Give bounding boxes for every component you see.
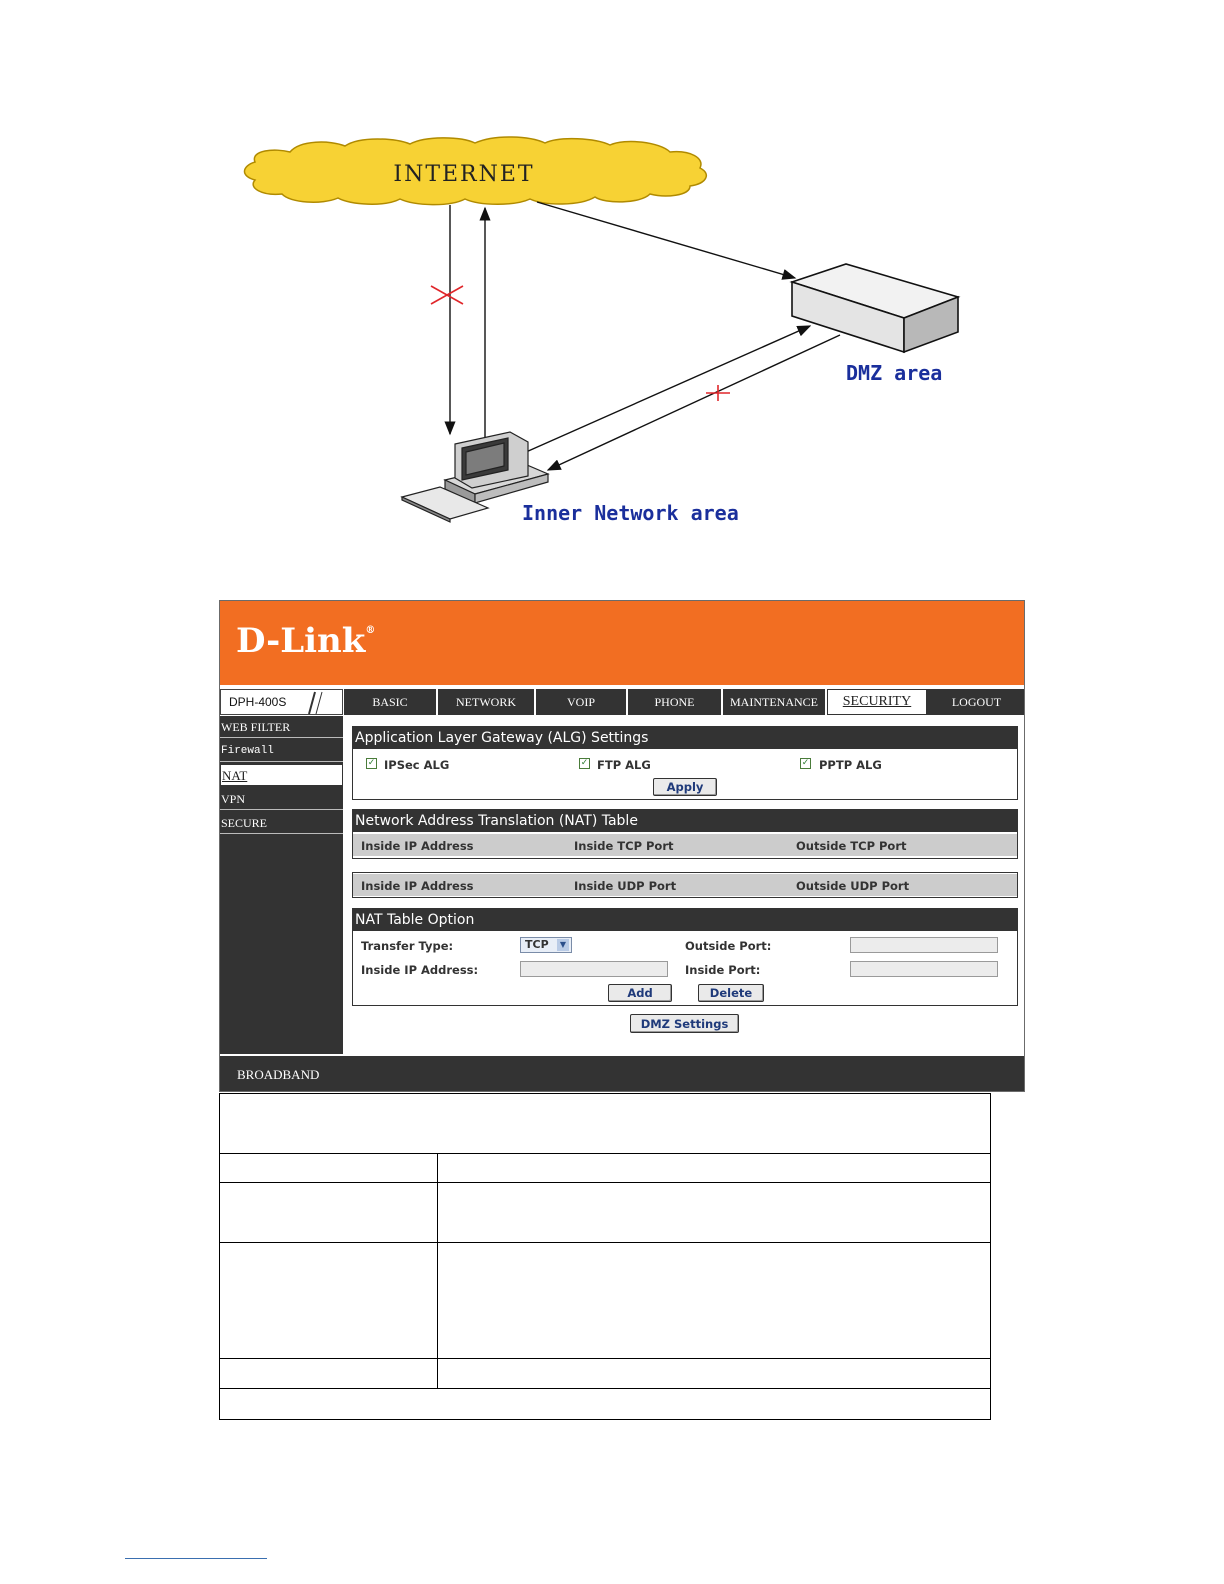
outside-port-input[interactable] [850,937,998,953]
tab-network[interactable]: NETWORK [438,689,536,715]
tab-phone[interactable]: PHONE [628,689,723,715]
tcp-outside-port-header: Outside TCP Port [796,839,907,853]
dmz-area-label: DMZ area [846,361,943,385]
table-rule [220,1182,990,1183]
inside-port-input[interactable] [850,961,998,977]
pptp-alg-label: PPTP ALG [819,758,882,772]
table-rule [220,1358,990,1359]
chevron-down-icon: ▼ [557,939,569,951]
table-rule [220,1242,990,1243]
sidebar-item-secure[interactable]: SECURE [220,812,343,834]
internet-cloud [244,137,706,205]
udp-inside-port-header: Inside UDP Port [574,879,677,893]
model-label: DPH-400S [229,695,287,709]
footer-label: BROADBAND [237,1067,320,1082]
apply-button[interactable]: Apply [653,778,717,796]
model-badge [220,689,343,715]
nat-table-title: Network Address Translation (NAT) Table [353,810,1017,832]
tab-maintenance[interactable]: MAINTENANCE [723,689,827,715]
inner-network-label: Inner Network area [522,501,739,525]
transfer-type-label: Transfer Type: [361,939,454,953]
top-navigation [344,689,1025,715]
tcp-inside-port-header: Inside TCP Port [574,839,674,853]
outside-port-label: Outside Port: [685,939,772,953]
diagram-connections [450,202,840,470]
header-banner [220,601,1025,687]
udp-table-panel [352,872,1018,898]
sidebar-item-web-filter[interactable]: WEB FILTER [220,716,343,738]
udp-outside-port-header: Outside UDP Port [796,879,910,893]
sidebar [220,716,343,1054]
ipsec-alg-label: IPSec ALG [384,758,450,772]
blocked-marks [431,286,730,401]
footnote-rule [125,1558,267,1559]
delete-button[interactable]: Delete [698,984,764,1002]
transfer-type-select[interactable] [520,937,572,953]
nat-table-panel [352,809,1018,859]
add-button[interactable]: Add [608,984,672,1002]
table-column-divider [437,1153,438,1388]
sidebar-item-nat[interactable]: NAT [220,764,343,786]
inside-ip-label: Inside IP Address: [361,963,479,977]
sidebar-item-firewall[interactable]: Firewall [220,740,343,762]
main-content [344,716,1025,1054]
tab-security[interactable]: SECURITY [827,689,927,715]
dmz-settings-button[interactable]: DMZ Settings [630,1014,739,1033]
udp-inside-ip-header: Inside IP Address [361,879,474,893]
alg-panel-title: Application Layer Gateway (ALG) Settings [353,727,1017,749]
router-config-screenshot [219,600,1025,1092]
tcp-header-row [353,834,1017,856]
slash-decoration-icon [299,690,323,716]
tab-logout[interactable]: LOGOUT [927,689,1025,715]
brand-logo: D-Link® [236,621,376,661]
empty-table [219,1093,991,1420]
ftp-alg-checkbox[interactable]: ✓ [580,758,589,768]
ipsec-alg-checkbox[interactable]: ✓ [367,758,376,768]
pptp-alg-checkbox[interactable]: ✓ [801,758,810,768]
inside-port-label: Inside Port: [685,963,761,977]
nat-option-title: NAT Table Option [353,909,1017,931]
dmz-server-icon [792,264,958,352]
sidebar-item-vpn[interactable]: VPN [220,788,343,810]
footer-bar [220,1056,1025,1092]
tab-voip[interactable]: VOIP [536,689,628,715]
tab-basic[interactable]: BASIC [344,689,438,715]
inside-ip-input[interactable] [520,961,668,977]
table-rule [220,1153,990,1154]
nat-option-panel [352,908,1018,1006]
internet-label: INTERNET [393,162,535,187]
tcp-inside-ip-header: Inside IP Address [361,839,474,853]
transfer-type-value: TCP [525,938,549,951]
alg-settings-panel [352,726,1018,800]
ftp-alg-label: FTP ALG [597,758,651,772]
dmz-network-diagram [0,0,1224,560]
table-rule [220,1388,990,1389]
udp-header-row [353,874,1017,896]
